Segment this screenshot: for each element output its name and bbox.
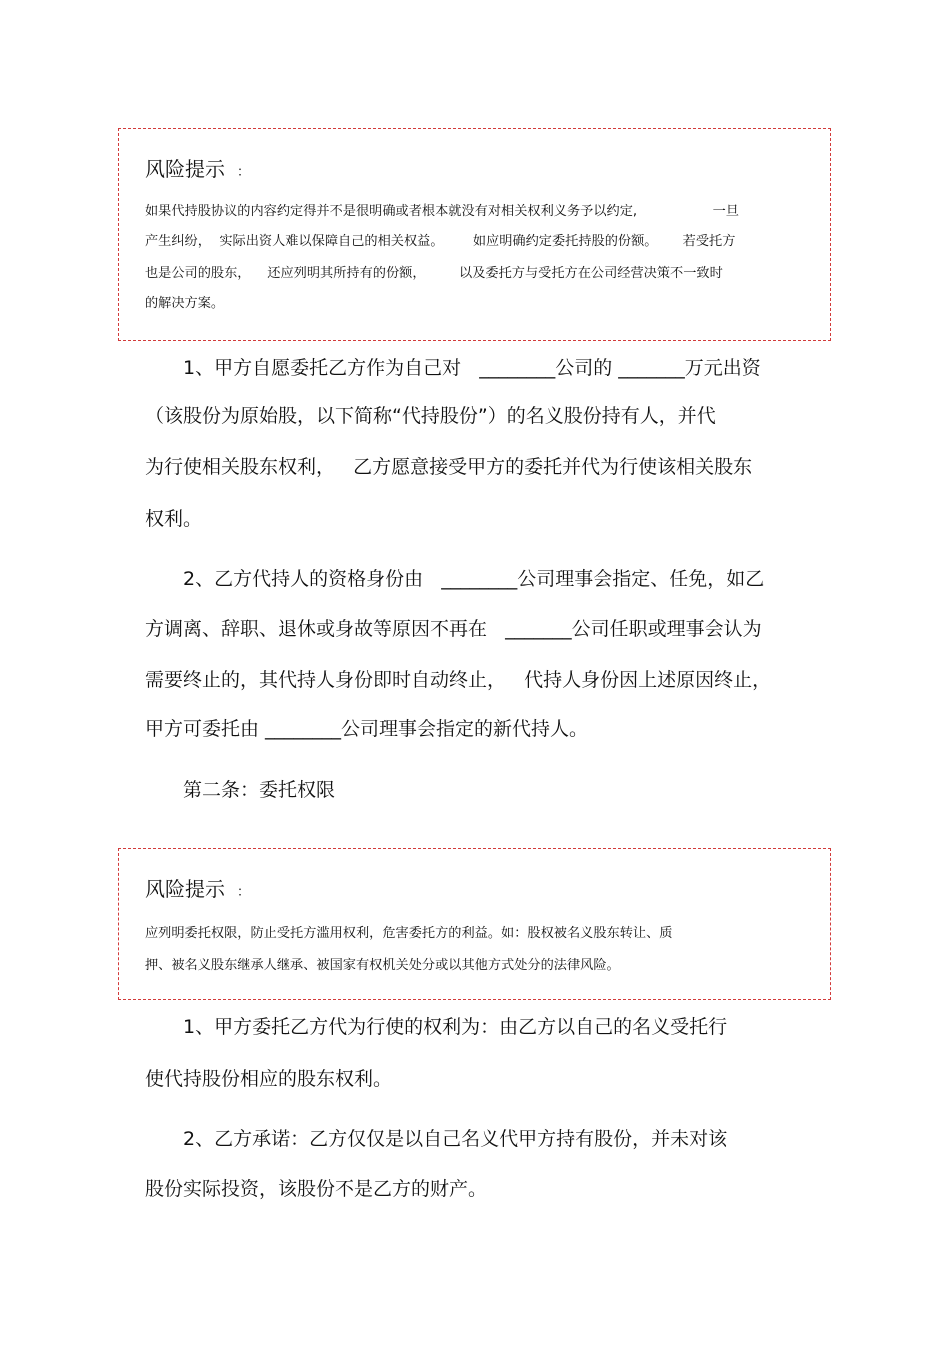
risk-notice-line: 也是公司的股东， 还应列明其所持有的份额， 以及委托方与受托方在公司经营决策不一致时 (145, 266, 723, 281)
clause-text-line: 为行使相关股东权利， 乙方愿意接受甲方的委托并代为行使该相关股东 (145, 456, 753, 478)
clause-text-line: 权利。 (145, 508, 203, 530)
risk-notice-line: 产生纠纷， 实际出资人难以保障自己的相关权益。 如应明确约定委托持股的份额。 若受托方 (145, 234, 736, 249)
risk-notice-box (118, 128, 831, 341)
clause-text-line: 2、乙方承诺：乙方仅仅是以自己名义代甲方持有股份，并未对该 (183, 1128, 728, 1150)
clause-text-line: 需要终止的，其代持人身份即时自动终止， 代持人身份因上述原因终止， (145, 669, 772, 691)
clause-text-line: 使代持股份相应的股东权利。 (145, 1068, 393, 1090)
clause-text-line: 1、甲方自愿委托乙方作为自己对 ________公司的 _______万元出资 (183, 357, 761, 379)
risk-notice-line: 应列明委托权限，防止受托方滥用权利，危害委托方的利益。如：股权被名义股东转让、质 (145, 926, 673, 941)
clause-text-line: （该股份为原始股，以下简称“代持股份”）的名义股份持有人，并代 (145, 405, 716, 427)
risk-notice-line: 如果代持股协议的内容约定得并不是很明确或者根本就没有对相关权利义务予以约定, 一旦 (145, 204, 739, 219)
clause-text-line: 2、乙方代持人的资格身份由 ________公司理事会指定、任免，如乙 (183, 568, 765, 590)
clause-text-line: 甲方可委托由 ________公司理事会指定的新代持人。 (145, 718, 589, 740)
clause-text-line: 股份实际投资，该股份不是乙方的财产。 (145, 1178, 488, 1200)
risk-notice-box (118, 848, 831, 1000)
clause-text-line: 1、甲方委托乙方代为行使的权利为：由乙方以自己的名义受托行 (183, 1016, 728, 1038)
clause-text-line: 方调离、辞职、退休或身故等原因不再在 _______公司任职或理事会认为 (145, 618, 762, 640)
risk-notice-line: 的解决方案。 (145, 296, 225, 311)
article-heading: 第二条：委托权限 (183, 779, 336, 801)
risk-notice-title: 风险提示 ： (145, 157, 251, 181)
risk-notice-title: 风险提示 ： (145, 877, 251, 901)
risk-notice-line: 押、被名义股东继承人继承、被国家有权机关处分或以其他方式处分的法律风险。 (145, 958, 620, 973)
